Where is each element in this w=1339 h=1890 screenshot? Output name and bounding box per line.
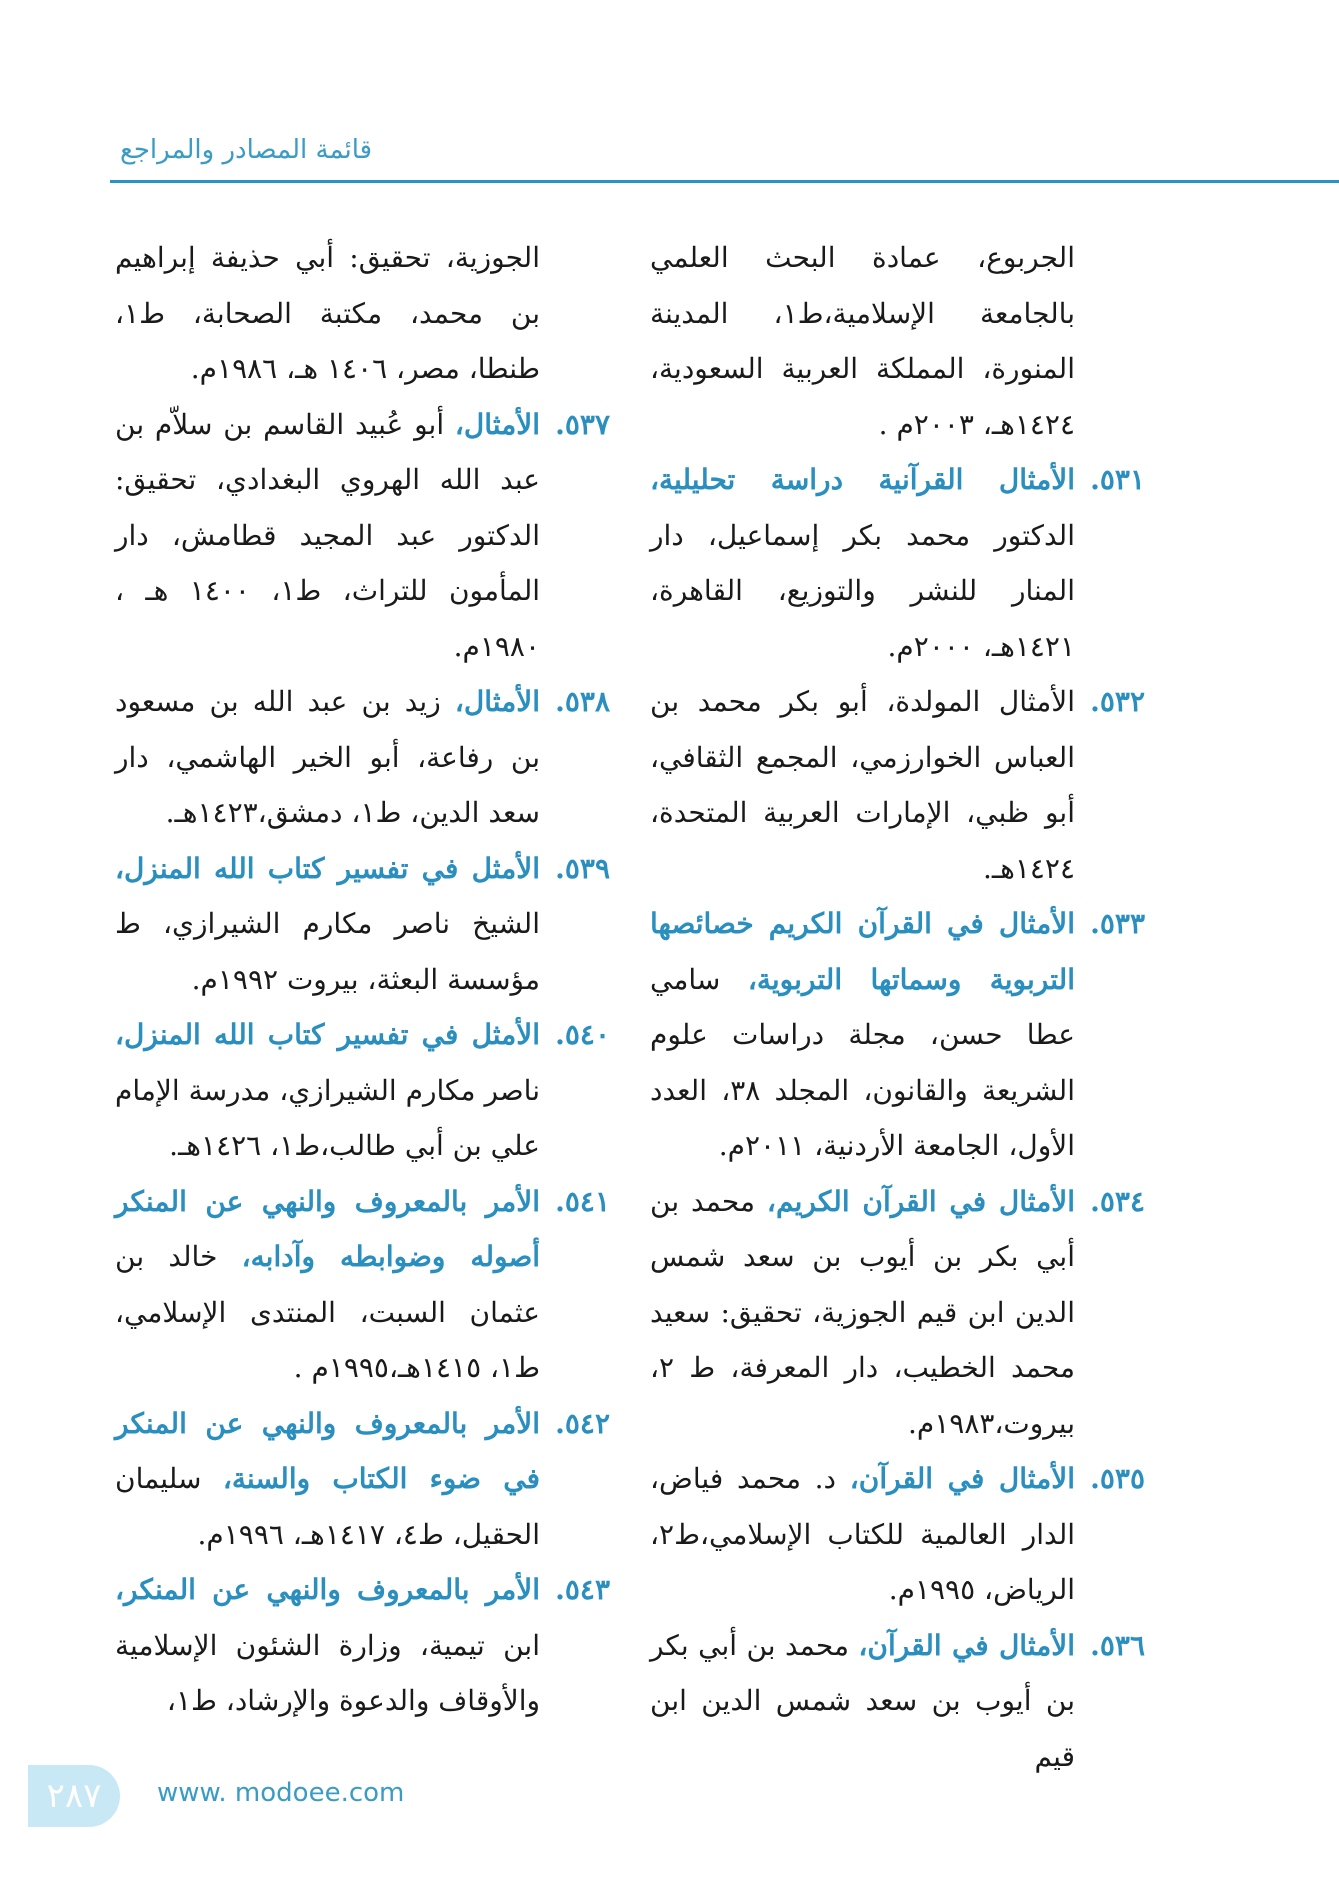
entry-title: الأمثل في تفسير كتاب الله المنزل، bbox=[115, 1018, 540, 1051]
entry-details: سليمان الحقيل، ط٤، ١٤١٧هـ، ١٩٩٦م. bbox=[115, 1462, 540, 1551]
entry-details: ابن تيمية، وزارة الشئون الإسلامية والأوقاف والدعوة والإرشاد، ط١، bbox=[115, 1628, 540, 1717]
entry-number: ٥٣٨. bbox=[555, 685, 610, 718]
entry-number: ٥٣٥. bbox=[1090, 1462, 1146, 1495]
entry-title: الأمثال، bbox=[454, 685, 540, 718]
entry-number: ٥٤١. bbox=[555, 1184, 610, 1218]
entry-title: الأمثال في القرآن الكريم خصائصها التربوية وسماتها التربوية، bbox=[650, 907, 1075, 996]
entry-details: ناصر مكارم الشيرازي، مدرسة الإمام علي بن أبي طالب،ط١، ١٤٢٦هـ. bbox=[115, 1073, 540, 1162]
entry-title: الأمثال في القرآن، bbox=[858, 1628, 1076, 1662]
entry-details: أبو عُبيد القاسم بن سلاّم بن عبد الله الهروي البغدادي، تحقيق: الدكتور عبد المجيد قطامش، دار المأمون للتراث، ط١، ١٤٠٠ هـ ، ١٩٨٠م. bbox=[115, 407, 540, 663]
entry-details: د. محمد فياض، الدار العالمية للكتاب الإسلامي،ط٢، الرياض، ١٩٩٥م. bbox=[650, 1462, 1075, 1606]
entry-number: ٥٣٣. bbox=[1090, 907, 1145, 940]
page-number-badge: ٢٨٧ bbox=[28, 1765, 120, 1827]
bibliography-entry bbox=[650, 1618, 1146, 1785]
entry-details: سامي عطا حسن، مجلة دراسات علوم الشريعة والقانون، المجلد ٣٨، العدد الأول، الجامعة الأردنية، ٢٠١١م. bbox=[650, 962, 1075, 1162]
continuation-text: الجوزية، تحقيق: أبي حذيفة إبراهيم بن محمد، مكتبة الصحابة، ط١، طنطا، مصر، ١٤٠٦ هـ، ١٩٨٦م. bbox=[115, 241, 540, 385]
entry-details: زيد بن عبد الله بن مسعود بن رفاعة، أبو الخير الهاشمي، دار سعد الدين، ط١، دمشق،١٤٢٣هـ. bbox=[115, 685, 540, 829]
entry-title: الأمثال، bbox=[454, 407, 540, 441]
entry-number: ٥٤٢. bbox=[555, 1406, 610, 1440]
entry-number: ٥٣٢. bbox=[1090, 685, 1145, 718]
entry-number: ٥٣١. bbox=[1090, 463, 1145, 496]
entry-number: ٥٣٦. bbox=[1090, 1628, 1146, 1662]
entry-title: الأمثل في تفسير كتاب الله المنزل، bbox=[115, 851, 540, 885]
entry-title: الأمثال في القرآن، bbox=[849, 1462, 1076, 1495]
bibliography-entry bbox=[115, 397, 610, 675]
continuation-text: الجربوع، عمادة البحث العلمي بالجامعة الإسلامية،ط١، المدينة المنورة، المملكة العربية السعودية، ١٤٢٤هـ، ٢٠٠٣م . bbox=[650, 241, 1075, 441]
bibliography-entry bbox=[650, 1174, 1145, 1452]
entry-title: الأمر بالمعروف والنهي عن المنكر، bbox=[115, 1573, 540, 1606]
entry-number: ٥٤٠. bbox=[555, 1018, 610, 1051]
bibliography-entry bbox=[115, 1396, 610, 1563]
bibliography-entry bbox=[650, 896, 1145, 1174]
bibliography-entry bbox=[115, 1174, 610, 1396]
bibliography-entry bbox=[115, 674, 610, 841]
entry-number: ٥٣٤. bbox=[1090, 1184, 1145, 1218]
bibliography-entry bbox=[650, 1451, 1146, 1618]
entry-title: الأمثال القرآنية دراسة تحليلية، bbox=[650, 463, 1075, 496]
entry-title: الأمثال في القرآن الكريم، bbox=[766, 1184, 1075, 1218]
entry-details: محمد بن أبي بكر بن أيوب بن سعد شمس الدين ابن قيم bbox=[650, 1628, 1075, 1773]
bibliography-entry bbox=[115, 841, 610, 1008]
bibliography-entry bbox=[650, 452, 1145, 674]
entry-details: خالد بن عثمان السبت، المنتدى الإسلامي، ط١، ١٤١٥هـ،١٩٩٥م . bbox=[115, 1240, 540, 1384]
bibliography-entry bbox=[115, 1562, 610, 1729]
entry-number: ٥٣٩. bbox=[555, 851, 610, 885]
entry-number: ٥٣٧. bbox=[555, 407, 610, 441]
right-column bbox=[650, 230, 1146, 1784]
entry-title: الأمر بالمعروف والنهي عن المنكر في ضوء الكتاب والسنة، bbox=[115, 1406, 540, 1495]
entry-number: ٥٤٣. bbox=[555, 1573, 610, 1606]
bibliography-entry bbox=[650, 674, 1145, 896]
entry-details: الأمثال المولدة، أبو بكر محمد بن العباس الخوارزمي، المجمع الثقافي، أبو ظبي، الإمارات العربية المتحدة، ١٤٢٤هـ. bbox=[650, 685, 1075, 885]
entry-details: محمد بن أبي بكر بن أيوب بن سعد شمس الدين ابن قيم الجوزية، تحقيق: سعيد محمد الخطيب، دار المعرفة، ط ٢، بيروت،١٩٨٣م. bbox=[650, 1184, 1075, 1440]
entry-details: الدكتور محمد بكر إسماعيل، دار المنار للنشر والتوزيع، القاهرة، ١٤٢١هـ، ٢٠٠٠م. bbox=[650, 518, 1075, 663]
page-header bbox=[110, 135, 1339, 185]
footer-url: www. modoee.com bbox=[157, 1778, 405, 1808]
entry-details: الشيخ ناصر مكارم الشيرازي، ط مؤسسة البعثة، بيروت ١٩٩٢م. bbox=[115, 907, 540, 996]
left-column bbox=[115, 230, 610, 1729]
bibliography-entry bbox=[115, 1007, 610, 1174]
header-title: قائمة المصادر والمراجع bbox=[120, 135, 373, 165]
header-divider bbox=[110, 180, 1339, 183]
entry-title: الأمر بالمعروف والنهي عن المنكر أصوله وضوابطه وآدابه، bbox=[115, 1184, 540, 1273]
